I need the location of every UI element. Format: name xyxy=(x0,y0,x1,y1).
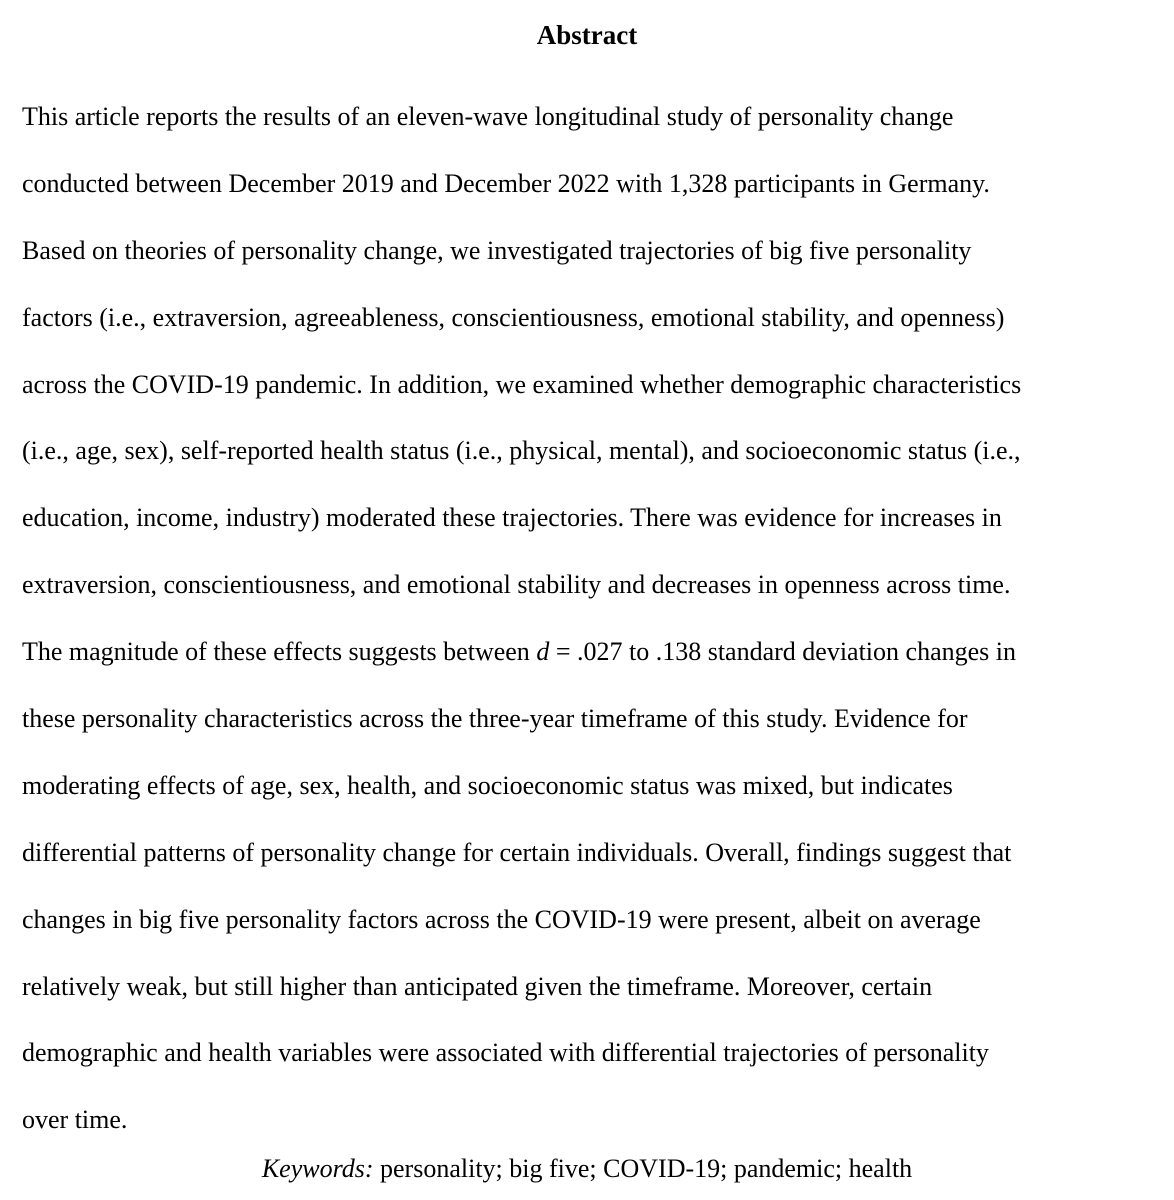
abstract-line xyxy=(22,552,1152,619)
line-text: factors (i.e., extraversion, agreeableness, conscientiousness, emotional stability, and openness) xyxy=(22,302,1005,332)
line-text: This article reports the results of an eleven-wave longitudinal study of personality change xyxy=(22,102,954,131)
abstract-line xyxy=(22,619,1152,686)
abstract-line xyxy=(22,820,1152,887)
abstract-line xyxy=(22,84,1152,151)
line-text: these personality characteristics across the three-year timeframe of this study. Evidence for xyxy=(22,704,968,734)
line-text: across the COVID-19 pandemic. In addition, we examined whether demographic characteristics xyxy=(22,369,1022,399)
line-text: demographic and health variables were associated with differential trajectories of personality xyxy=(22,1038,989,1068)
abstract-line xyxy=(22,151,1152,218)
abstract-line xyxy=(22,954,1152,1021)
line-text: extraversion, conscientiousness, and emotional stability and decreases in openness across time. xyxy=(22,570,1011,600)
line-text: over time. xyxy=(22,1105,128,1135)
abstract-line xyxy=(22,352,1152,419)
line-text: = .027 to .138 standard deviation changes in xyxy=(549,637,1016,667)
keywords-label: Keywords: xyxy=(261,1154,374,1183)
abstract-line xyxy=(22,1087,1152,1154)
abstract-line xyxy=(22,485,1152,552)
keywords-values: personality; big five; COVID-19; pandemic; health xyxy=(373,1154,913,1183)
line-text: (i.e., age, sex), self-reported health status (i.e., physical, mental), and socioeconomic status (i.e., xyxy=(22,436,1021,466)
abstract-line xyxy=(22,753,1152,820)
line-text: conducted between December 2019 and December 2022 with 1,328 participants in Germany. xyxy=(22,168,990,198)
line-text: moderating effects of age, sex, health, and socioeconomic status was mixed, but indicates xyxy=(22,770,953,800)
abstract-line xyxy=(22,285,1152,352)
line-text: Based on theories of personality change, we investigated trajectories of big five personality xyxy=(22,235,972,265)
abstract-line xyxy=(22,887,1152,954)
keywords-line xyxy=(0,1151,1174,1187)
line-text: relatively weak, but still higher than anticipated given the timeframe. Moreover, certain xyxy=(22,971,933,1001)
effect-size-symbol: d xyxy=(536,637,550,667)
abstract-heading: Abstract xyxy=(536,20,638,50)
abstract-line xyxy=(22,218,1152,285)
line-text: The magnitude of these effects suggests between xyxy=(22,637,537,667)
abstract-line xyxy=(22,418,1152,485)
abstract-body xyxy=(22,84,1152,1154)
abstract-line xyxy=(22,686,1152,753)
line-text: education, income, industry) moderated these trajectories. There was evidence for increases in xyxy=(22,503,1002,533)
abstract-line xyxy=(22,1020,1152,1087)
line-text: changes in big five personality factors across the COVID-19 were present, albeit on average xyxy=(22,904,981,934)
line-text: differential patterns of personality change for certain individuals. Overall, findings suggest that xyxy=(22,837,1012,867)
